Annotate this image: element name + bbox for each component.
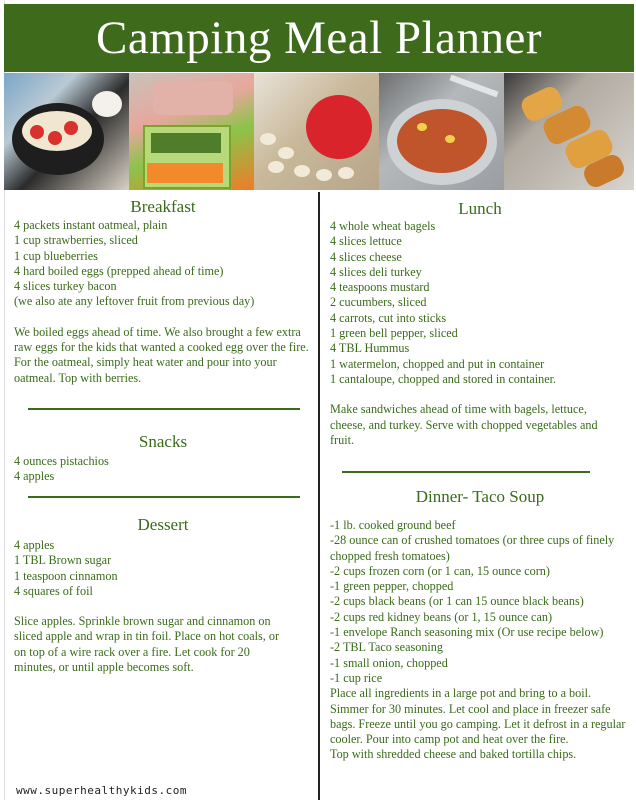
list-item: 4 slices lettuce	[330, 234, 402, 249]
page-title: Camping Meal Planner	[4, 4, 634, 72]
list-item: -2 cups red kidney beans (or 1, 15 ounce can)	[330, 609, 553, 624]
list-item: 1 TBL Brown sugar	[14, 553, 112, 568]
pistachios-apple-photo	[254, 73, 379, 190]
list-item: 4 slices deli turkey	[330, 264, 422, 279]
dinner-list	[330, 518, 626, 686]
dessert-heading: Dessert	[137, 515, 189, 534]
list-item: 4 apples	[14, 469, 55, 484]
dinner-heading: Dinner- Taco Soup	[415, 487, 545, 506]
list-item: -1 green pepper, chopped	[330, 579, 454, 594]
list-item: 4 whole wheat bagels	[330, 219, 436, 233]
column-divider	[318, 192, 320, 800]
list-item: 1 cup blueberries	[14, 248, 98, 263]
list-item: 4 ounces pistachios	[14, 454, 109, 468]
list-item: 1 green bell pepper, sliced	[330, 326, 458, 341]
list-item: -28 ounce can of crushed tomatoes (or three cups of finely chopped fresh tomatoes)	[330, 533, 615, 563]
right-column	[330, 192, 630, 448]
list-item: -1 small onion, chopped	[330, 655, 448, 670]
breakfast-note-2: For the oatmeal, simply heat water and pour into your oatmeal. Top with berries.	[14, 355, 277, 385]
list-item: -1 cup rice	[330, 670, 383, 685]
dinner-note: Place all ingredients in a large pot and bring to a boil. Simmer for 30 minutes. Let cool and place in freezer safe bags. Freeze until you go camping. Let it defrost in a regular cooler. Pour into camp pot and heat over the fire.	[330, 686, 626, 747]
list-item: 1 teaspoon cinnamon	[14, 568, 118, 583]
list-item: 4 packets instant oatmeal, plain	[14, 218, 168, 232]
dessert-note: Slice apples. Sprinkle brown sugar and cinnamon on sliced apple and wrap in tin foil. Place on hot coals, or on top of a wire rack over a fire. Let cook for 20 minutes, or until apple becomes soft.	[14, 614, 280, 675]
list-item: 4 carrots, cut into sticks	[330, 310, 447, 325]
list-item: 4 squares of foil	[14, 583, 93, 598]
oatmeal-breakfast-photo	[4, 73, 129, 190]
lunch-heading: Lunch	[458, 199, 502, 218]
lunch-list	[330, 219, 630, 387]
list-item: -1 lb. cooked ground beef	[330, 518, 456, 532]
list-item: -2 cups frozen corn (or 1 can, 15 ounce corn)	[330, 563, 550, 578]
list-item: -2 cups black beans (or 1 can 15 ounce black beans)	[330, 594, 584, 609]
snacks-rule	[28, 496, 300, 498]
taco-soup-pot-photo	[379, 73, 504, 190]
list-item: 4 teaspoons mustard	[330, 280, 430, 295]
lunch-note: Make sandwiches ahead of time with bagels, lettuce, cheese, and turkey. Serve with chopped vegetables and fruit.	[330, 402, 598, 447]
lunch-rule	[342, 471, 590, 473]
left-column	[14, 192, 312, 386]
footer-url: www.superhealthykids.com	[16, 784, 187, 797]
dinner-note-2: Top with shredded cheese and baked tortilla chips.	[330, 747, 577, 762]
breakfast-note: We boiled eggs ahead of time. We also brought a few extra raw eggs for the kids that wanted a cooked egg over the fire.	[14, 324, 309, 355]
list-item: 1 cantaloupe, chopped and stored in container.	[330, 371, 557, 386]
list-item: 4 slices cheese	[330, 249, 402, 264]
foil-baked-apples-photo	[504, 73, 634, 190]
breakfast-list	[14, 218, 312, 310]
snacks-section	[14, 432, 312, 485]
list-item: 4 apples	[14, 538, 55, 552]
breakfast-heading: Breakfast	[130, 197, 196, 216]
snacks-heading: Snacks	[138, 432, 188, 451]
snacks-list	[14, 454, 312, 485]
list-item: 1 cup strawberries, sliced	[14, 233, 138, 248]
list-item: 4 hard boiled eggs (prepped ahead of time)	[14, 263, 224, 278]
list-item: -1 envelope Ranch seasoning mix (Or use recipe below)	[330, 625, 604, 640]
list-item: (we also ate any leftover fruit from previous day)	[14, 294, 255, 309]
breakfast-rule	[28, 408, 300, 410]
dessert-list	[14, 538, 312, 599]
list-item: 1 watermelon, chopped and put in container	[330, 356, 545, 371]
list-item: 4 slices turkey bacon	[14, 279, 117, 294]
snack-containers-photo	[129, 73, 254, 190]
dessert-section	[14, 515, 312, 675]
list-item: 4 TBL Hummus	[330, 341, 410, 356]
list-item: 2 cucumbers, sliced	[330, 295, 427, 310]
list-item: -2 TBL Taco seasoning	[330, 640, 443, 655]
photo-strip	[4, 73, 634, 190]
dinner-section	[330, 487, 630, 763]
